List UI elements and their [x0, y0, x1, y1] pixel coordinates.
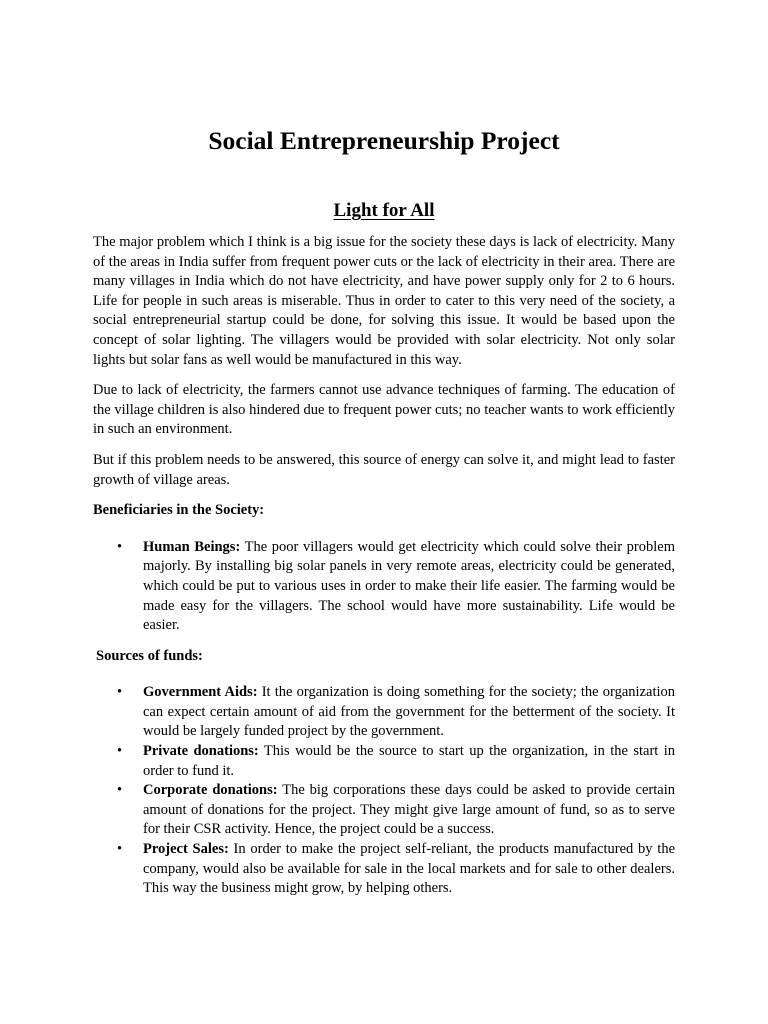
paragraph-solution: But if this problem needs to be answered, this source of energy can solve it, and might lead to faster growth of village areas.	[93, 451, 675, 488]
item-label: Government Aids:	[143, 684, 258, 701]
item-label: Human Beings:	[143, 538, 241, 555]
funds-list	[93, 683, 675, 899]
beneficiaries-list	[93, 538, 675, 636]
item-label: Private donations:	[143, 743, 259, 760]
list-item	[93, 742, 675, 781]
page-title: Social Entrepreneurship Project	[208, 126, 560, 155]
item-label: Project Sales:	[143, 841, 229, 858]
item-text: The big corporations these days could be asked to provide certain amount of donations for the project. They might give large amount of fund, so as to serve for their CSR activity. Hence, the project could be a success.	[143, 782, 675, 838]
item-label: Corporate donations:	[143, 782, 278, 799]
list-item	[93, 781, 675, 840]
paragraph-farming: Due to lack of electricity, the farmers cannot use advance techniques of farming. The education of the village children is also hindered due to frequent power cuts; no teacher wants to work efficiently in such an environment.	[93, 382, 675, 438]
bullet-icon: •	[117, 743, 123, 760]
list-item	[93, 538, 675, 636]
paragraph-problem: The major problem which I think is a big issue for the society these days is lack of electricity. Many of the areas in India suffer from frequent power cuts or the lack of electricity in their area. There are many villages in India which do not have electricity, and have power supply only for 2 to 6 hours. Life for people in such areas is miserable. Thus in order to cater to this very need of the society, a social entrepreneurial startup could be done, for solving this issue. It would be based upon the concept of solar lighting. The villagers would be provided with solar electricity. Not only solar lights but solar fans as well would be manufactured in this way.	[93, 234, 675, 368]
item-text: The poor villagers would get electricity which could solve their problem majorly. By installing big solar panels in very remote areas, electricity could be generated, which could be put to various uses in order to make their life easier. The farming would be made easy for the villagers. The school would have more sustainability. Life would be easier.	[143, 538, 675, 634]
item-text: In order to make the project self-reliant, the products manufactured by the company, would also be available for sale in the local markets and for sale to other dealers. This way the business might grow, by helping others.	[143, 841, 676, 897]
funds-heading: Sources of funds:	[96, 647, 203, 664]
bullet-icon: •	[117, 841, 123, 858]
bullet-icon: •	[117, 538, 123, 555]
beneficiaries-heading: Beneficiaries in the Society:	[93, 502, 265, 519]
item-text: It the organization is doing something for the society; the organization can expect certain amount of aid from the government for the betterment of the society. It would be largely funded project by the government.	[143, 684, 676, 740]
bullet-icon: •	[117, 684, 123, 701]
list-item	[93, 683, 675, 742]
item-text: This would be the source to start up the organization, in the start in order to fund it.	[143, 743, 675, 779]
project-subtitle: Light for All	[333, 200, 435, 221]
bullet-icon: •	[117, 782, 123, 799]
list-item	[93, 840, 675, 899]
